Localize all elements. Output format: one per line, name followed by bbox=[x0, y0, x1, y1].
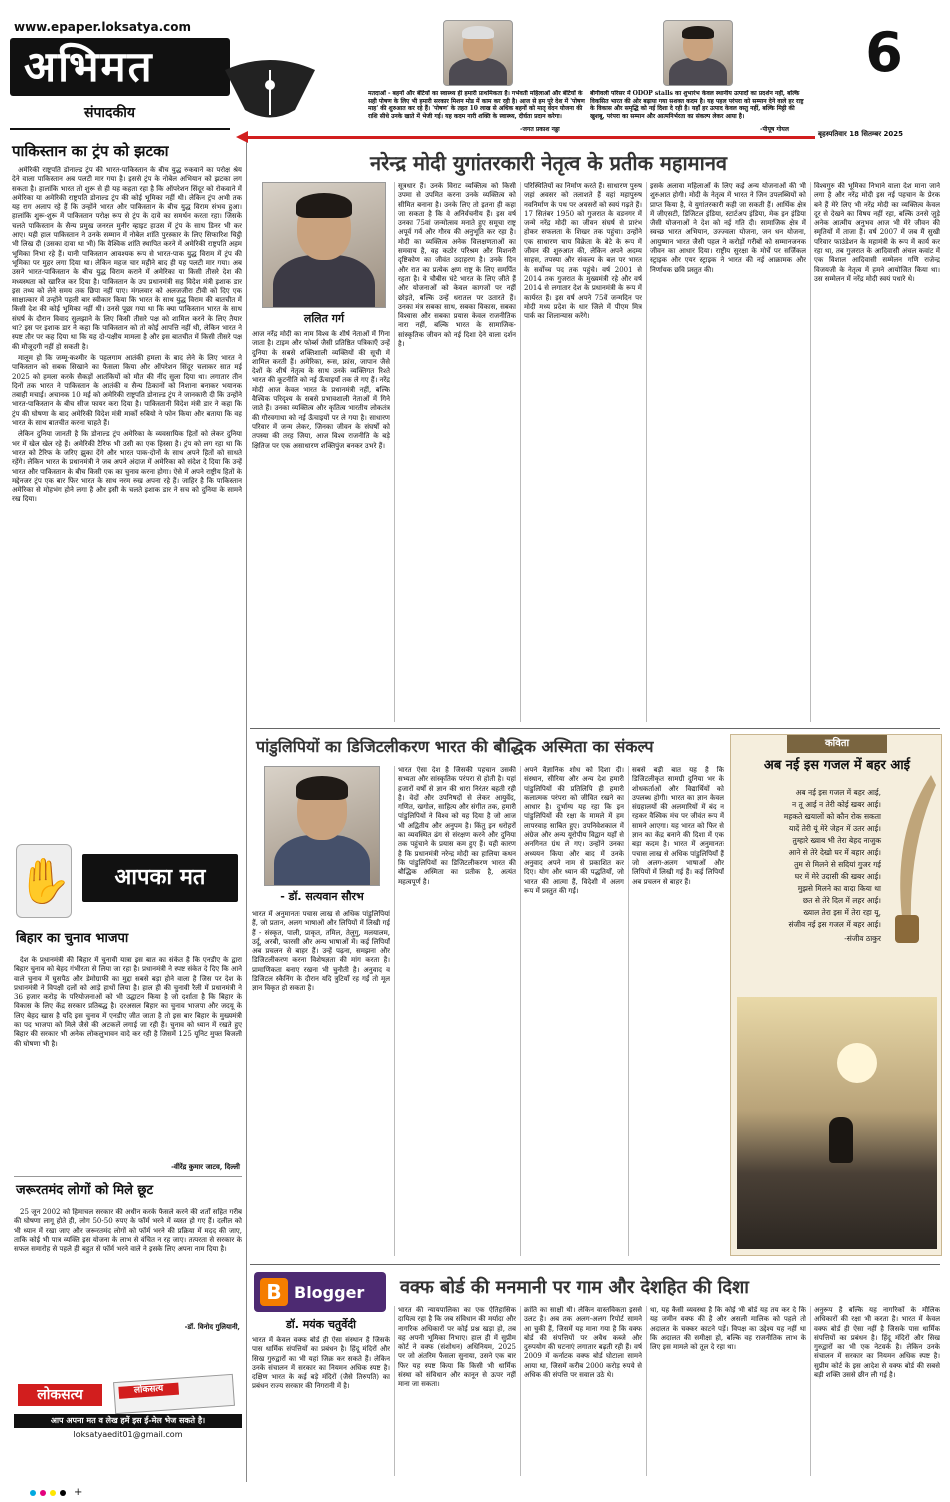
thumbs-up-icon: ✋ bbox=[16, 844, 72, 918]
article-3-col-3: था, यह कैसी व्यवस्था है कि कोई भी बोर्ड यह तय कर दे कि यह जमीन वक्फ की है और असली मालिक को पहले तो अदालत के चक्कर काटने पड़ें। विपक्ष का उद्देश्य यह नहीं था कि अदालत की समीक्षा हो, बल्कि वह राजनीतिक लाभ के लिए इस मामले को तूल दे रहा था। bbox=[650, 1306, 806, 1352]
section-subtitle: संपादकीय bbox=[84, 105, 135, 121]
leader-photo-1 bbox=[443, 20, 513, 86]
contact-email[interactable]: loksatyaedit01@gmail.com bbox=[73, 1430, 183, 1439]
author-photo-lalit-garg bbox=[262, 182, 386, 308]
letter-divider bbox=[14, 1176, 242, 1177]
column-divider bbox=[628, 766, 629, 1256]
brand-logo: लोकसत्य bbox=[18, 1384, 102, 1406]
letter-1-body: देश के प्रधानमंत्री की बिहार में चुनावी यात्रा इस बात का संकेत है कि एनडीए के द्वारा बिहार चुनाव को बेहद गंभीरता से लिया जा रहा है। प्रधानमंत्री ने स्पष्ट संकेत दे दिए कि आने वाले चुनाव में घुसपैठ और डेमोग्राफी का मुद्दा सबसे बड़ा होने वाला है जिस पर देश के प्रधानमंत्री ने विपक्षी दलों को आड़े हाथों लिया है। हाल ही की चुनावी रैली में प्रधानमंत्री ने 36 हजार करोड़ के परियोजनाओं को भी उद्घाटन किया है जो दर्शाता है कि बिहार के विकास के लिए केंद्र सरकार प्रतिबद्ध है। दरअसल बिहार का चुनाव भाजपा और जदयू के लिए बेहद खास है यदि इस चुनाव में एनडीए जीत जाता है तो इस बार बिहार के मुख्यमंत्री का पद भाजपा को मिले जैसे की अटकलें लगाई जा रही हैं। चुनाव को ध्यान में रखते हुए बिहार की सरकार भी अनेक लोकलुभावन वादे कर रही है जिसमें 125 यूनिट मुफ्त बिजली की घोषणा भी है। bbox=[14, 956, 242, 1048]
editorial-paragraph: मालूम हो कि जम्मू-कश्मीर के पहलगाम आतंकी हमला के बाद लेने के लिए भारत ने पाकिस्तान को सबक सिखाने का फैसला किया और ऑपरेशन सिंदूर चलाकर सात मई 2025 को हमला करके सैकड़ों आतंकियों को मौत की नींद सुला दिया था। लगातार तीन दिनों तक भारत ने पाकिस्तान के आतंकी व सैन्य ठिकानों को निशाना बनाकर भयानक तबाही मचाई। अचानक 10 मई को अमेरिकी राष्ट्रपति डोनाल्ड ट्रंप ने जानकारी दी कि उन्होंने भारत-पाकिस्तान के बीच सीज फायर करा दिया है। पाकिस्तानी विदेश मंत्री डार ने कहा कि ट्रंप की घोषणा के बाद अमेरिकी विदेश मंत्री मार्को रुबियो ने फोन किया और बताया कि वह भारत के साथ बातचीत करना चाहते हैं। bbox=[12, 353, 242, 428]
article-1-title: नरेन्द्र मोदी युगांतरकारी नेतृत्व के प्रतीक महामानव bbox=[370, 151, 728, 175]
blogger-label: Blogger bbox=[294, 1283, 365, 1302]
plus-icon: + bbox=[74, 1487, 83, 1499]
masthead bbox=[0, 0, 950, 150]
article-3-col-2: क्रांति का साक्षी थी। लेकिन वास्तविकता इससे उलट है। अब तक अलग-अलग रिपोर्ट सामने आ चुकी हैं, जिसमें यह माना गया है कि वक्फ बोर्ड की संपत्तियों पर अवैध कब्जे और दुरुपयोग की घटनाएं लगातार बढ़ती रही हैं। वर्ष 2009 में कर्नाटक वक्फ बोर्ड घोटाला सामने आया था, जिसमें करीब 2000 करोड़ रुपये से अधिक की संपत्ति पर सवाल उठे थे। bbox=[524, 1306, 642, 1380]
poem-line: आने से तेरे देखो घर में बहार आई। bbox=[788, 848, 881, 857]
letter-2-author: -डॉ. विनोद गुलियानी, bbox=[184, 1322, 240, 1331]
article-2-col-3: सबसे बड़ी बात यह है कि डिजिटलीकृत सामग्री दुनिया भर के शोधकर्ताओं और विद्यार्थियों को उपलब्ध होगी। भारत का ज्ञान केवल संग्रहालयों की अलमारियों में बंद न रहकर वैश्विक मंच पर जीवंत रूप में सामने आएगा। यह भारत को फिर से ज्ञान का केंद्र बनाने की दिशा में एक बड़ा कदम है। भारत में अनुमानतः पचास लाख से अधिक पांडुलिपियाँ हैं जो अलग-अलग भाषाओं और लिपियों में लिखी गई हैं। कई लिपियाँ अब प्रचलन से बाहर हैं। bbox=[632, 766, 724, 886]
poem-line: यादें तेरी यूं मेरे जेहन में उतर आई। bbox=[789, 824, 881, 833]
column-divider bbox=[646, 182, 647, 722]
quote-1-text: मतदाओं - बहनों और बेटियों का स्वास्थ्य ही हमारी प्राथमिकता है। गर्भवती महिलाओं और बेटियों के सही पोषण के लिए भी हमारी सरकार मिशन मोड में काम कर रही है। आज से हम पूरे देश में 'पोषण माह' की शुरुआत कर रहे हैं। 'पोषण' के तहत 10 लाख से अधिक बहनों को मातृ वंदन योजना की राशि सीधे उनके खाते में भेजी गई। यह कदम नारी शक्ति के स्वास्थ्य, दीर्घता प्रदान करेगा। bbox=[368, 90, 585, 120]
column-divider bbox=[394, 182, 395, 722]
editorial-title: पाकिस्तान का ट्रंप को झटका bbox=[12, 142, 169, 160]
author-photo-satyavan-saurabh bbox=[264, 766, 380, 886]
article-1-col-3: विश्वगुरु की भूमिका निभाने वाला देश माना जाने लगा है और नरेंद्र मोदी इस नई पहचान के प्रेरक बने हैं मेरे लिए भी नरेंद्र मोदी का व्यक्तित्व केवल दूर से देखने का विषय नहीं रहा, बल्कि उनसे जुड़े अनेक आत्मीय अनुभव आज भी मेरे जीवन की स्मृतियों में ताजा हैं। वर्ष 2007 में जब मैं सुखी परिवार फाउंडेशन के महामंत्री के रूप में कार्य कर रहा था, तब गुजरात के आदिवासी अंचल कवांट में एक विशाल आदिवासी सम्मेलन गणि राजेन्द्र विजयजी के नेतृत्व में हमने आयोजित किया था। उस सम्मेलन में नरेंद्र मोदी स्वयं पधारे थे। bbox=[814, 182, 940, 283]
cmyk-dot bbox=[50, 1490, 56, 1496]
blogger-badge bbox=[254, 1272, 386, 1312]
quote-2-author: -पीयूष गोयल bbox=[760, 126, 789, 133]
poem-title: अब नई इस गजल में बहर आई bbox=[763, 758, 911, 773]
poem-author: -संजीव ठाकुर bbox=[844, 934, 881, 943]
article-1-col-2: इसके अलावा महिलाओं के लिए कई अन्य योजनाओं की भी शुरुआत होगी। मोदी के नेतृत्व में भारत ने जिन उपलब्धियों को प्राप्त किया है, वे युगांतरकारी कही जा सकती हैं। आर्थिक क्षेत्र में जीएसटी, डिजिटल इंडिया, स्टार्टअप इंडिया, मेक इन इंडिया जैसी योजनाओं ने देश को नई गति दी। सामाजिक क्षेत्र में स्वच्छ भारत अभियान, उज्ज्वला योजना, जन धन योजना, आयुष्मान भारत जैसी पहल ने करोड़ों गरीबों को सम्मानजनक जीवन का आधार दिया। राष्ट्रीय सुरक्षा के मोर्चे पर सर्जिकल स्ट्राइक और एयर स्ट्राइक ने भारत की नई आक्रामक और निर्णायक छवि प्रस्तुत की। bbox=[650, 182, 806, 274]
person-silhouette-icon bbox=[829, 1117, 853, 1163]
pen-nib-icon bbox=[215, 30, 325, 140]
poem-illustration bbox=[737, 997, 937, 1249]
section-divider bbox=[250, 728, 940, 729]
article-1-col-1: परिस्थितियों का निर्माण करते हैं। साधारण पुरुष जहां अवसर को तलाशते हैं वहां महापुरुष नवनिर्माण के पथ पर अवसरों को स्वयं गढ़ते हैं। 17 सितंबर 1950 को गुजरात के वडनगर में जन्मे नरेंद्र मोदी का जीवन संघर्ष से प्रारंभ होकर सफलता के शिखर तक पहुंचा। उन्होंने एक साधारण चाय विक्रेता के बेटे के रूप में जीवन की शुरुआत की, लेकिन अपने अदम्य साहस, तपस्या और संकल्प के बल पर भारत के सर्वोच्च पद तक पहुंचे। वर्ष 2001 से 2014 तक गुजरात के मुख्यमंत्री रहे और वर्ष 2014 से लगातार देश के प्रधानमंत्री के रूप में कार्यरत हैं। इस वर्ष अपने 75वें जन्मदिन पर मोदी मध्य प्रदेश के धार जिले में पीएम मित्र पार्क का शिलान्यास करेंगे। bbox=[524, 182, 642, 321]
masthead-divider bbox=[10, 128, 230, 130]
column-divider bbox=[810, 1306, 811, 1476]
submission-cta: आप अपना मत व लेख हमें इस ई-मेल भेज सकते है। bbox=[14, 1414, 242, 1428]
poem-box bbox=[730, 734, 942, 1256]
column-divider bbox=[646, 1306, 647, 1476]
article-1-author: ललित गर्ग bbox=[303, 312, 345, 325]
opinion-logo bbox=[12, 840, 242, 922]
column-divider bbox=[810, 182, 811, 722]
article-2-col-2: अपने वैज्ञानिक शोध को दिशा दी। संस्थान, सीरिया और अन्य देश हमारी पांडुलिपियों की प्रतिलिपि ही हमारी कलात्मक परंपरा को जीवित रखने का आधार है। दुर्भाग्य यह रहा कि इन पांडुलिपियों की रक्षा के मामले में हम लापरवाह साबित हुए। उपनिवेशकाल में अंग्रेज और अन्य यूरोपीय विद्वान यहाँ से अनगिनत ग्रंथ ले गए। उन्होंने उनका अध्ययन किया और बाद में उनके अनुवाद अपने नाम से प्रकाशित कर दिए। योग और ध्यान की पद्धतियाँ, जो भारत की आत्मा हैं, विदेशी में अलग रूप में प्रस्तुत की गईं। bbox=[524, 766, 624, 895]
letter-2-title: जरूरतमंद लोगों को मिले छूट bbox=[16, 1183, 154, 1198]
editorial-body bbox=[12, 166, 242, 824]
letter-1-title: बिहार का चुनाव भाजपा bbox=[16, 931, 129, 946]
quote-2-text: बीगीवली परिसर में ODOP stalls का शुभारंभ केवल स्थानीय उत्पादों का प्रदर्शन नहीं, बल्कि विकसित भारत की ओर बढ़ाया गया सशक्त कदम है। यह पहल परंपरा को सम्मान देने वाले हर राष्ट्र के विकास और समृद्धि को नई दिशा दे रही है। यहाँ हर उत्पाद केवल वस्तु नहीं, बल्कि मिट्टी की खुशबू, परंपरा का सम्मान और आत्मनिर्भरता का संकल्प लेकर आया है। bbox=[590, 90, 804, 120]
column-divider bbox=[520, 182, 521, 722]
page-number: 6 bbox=[865, 21, 903, 84]
poem-line: तुम से मिलने से सदियां गुजर गई bbox=[794, 860, 881, 869]
quill-icon bbox=[881, 775, 941, 945]
poem-lines bbox=[741, 787, 881, 945]
leader-photo-2 bbox=[663, 20, 733, 86]
newspaper-icon bbox=[113, 1374, 235, 1414]
section-title: अभिमत bbox=[24, 42, 154, 91]
poem-line: मुझसे मिलने का वादा किया था bbox=[797, 884, 881, 893]
brand-box bbox=[14, 1378, 242, 1438]
blogger-b-icon: B bbox=[260, 1278, 288, 1306]
poem-label: कविता bbox=[787, 735, 887, 753]
column-divider bbox=[246, 142, 247, 1482]
poem-line: घर में मेरे उदासी की खबर आई। bbox=[794, 872, 881, 881]
article-2-author: - डॉ. सत्यवान सौरभ bbox=[280, 890, 364, 903]
column-divider bbox=[520, 766, 521, 1256]
poem-line: न तू आई न तेरी कोई खबर आई। bbox=[792, 800, 881, 809]
article-3-col-4: अनुरूप है बल्कि यह नागरिकों के मौलिक अधिकारों की रक्षा भी करता है। भारत में केवल वक्फ बोर्ड ही ऐसा नहीं है जिसके पास धार्मिक संपत्तियों का प्रबंधन है। हिंदू मंदिरों और सिख गुरुद्वारों का भी एक नेटवर्क है। लेकिन उनके संचालन में सरकार का नियमन अधिक स्पष्ट है। सुप्रीम कोर्ट के इस आदेश से वक्फ बोर्ड की सबसे बड़ी शक्ति उससे छीन ली गई है। bbox=[814, 1306, 940, 1380]
poem-line: संजीव नई इस गजल में बहर आई। bbox=[788, 920, 881, 929]
letter-2-body: 25 जून 2002 को हिमाचल सरकार की अधीन करके फैसले करने की शर्तों सहित गरीब की घोषणा लागू होते ही, लोग 50-50 रुपए के फॉर्म भरने में व्यस्त हो गए हैं। दलील को भी ध्यान में रखा जाए और जरूरतमंद लोगों को फॉर्म भरने की प्रक्रिया में मदद की जाए, ताकि कोई भी पात्र व्यक्ति इस योजना के लाभ से वंचित न रह जाए। तत्परता से सरकार के सफल समारोह से पहले ही बहुत से फॉर्म भरने वाले ने इसके लिए अपना नाम दिया है। bbox=[14, 1208, 242, 1254]
article-3-author: डॉ. मयंक चतुर्वेदी bbox=[285, 1318, 357, 1331]
article-2-col-1: भारत ऐसा देश है जिसकी पहचान उसकी सभ्यता और सांस्कृतिक परंपरा से होती है। यहां हजारों वर्षों से ज्ञान की धारा निरंतर बहती रही है। वेदों और उपनिषदों से लेकर आयुर्वेद, गणित, खगोल, साहित्य और संगीत तक, हमारी पांडुलिपियों ने विश्व को यह दिया है जो आज भी अद्वितीय और अनुपम है। किंतु इन धरोहरों का व्यवस्थित ढंग से संरक्षण करने और दुनिया तक पहुंचाने के प्रयास कम हुए हैं। यही कारण है कि प्रधानमंत्री नरेन्द्र मोदी का हालिया कथन कि पांडुलिपियों का डिजिटलीकरण भारत की बौद्धिक अस्मिता का प्रतीक है, अत्यंत महत्वपूर्ण है। bbox=[398, 766, 516, 886]
column-divider bbox=[394, 1306, 395, 1476]
column-divider bbox=[520, 1306, 521, 1476]
cmyk-dot bbox=[30, 1490, 36, 1496]
cmyk-dot bbox=[40, 1490, 46, 1496]
editorial-paragraph: लेकिन दुनिया जानती है कि डोनाल्ड ट्रंप अमेरिका के व्यवसायिक हितों को लेकर दुनिया भर में खेल खेल रहे हैं। अमेरिकी टैरिफ भी उसी का एक हिस्सा है। ट्रंप को लग रहा था कि भारत को टैरिफ के जरिए झुका देंगे और भारत पाक-दोनों के साथ अपने हितों को साधते रहेंगे। लेकिन भारत के प्रधानमंत्री ने जब अपने अंदाज में अमेरिका को संदेश दे दिया कि उन्हें भारत और पाकिस्तान के बीच किसी एक का चुनाव करना होगा। ऐसे में अपने राष्ट्रीय हितों के मद्देनजर ट्रंप एक बार फिर भारत के साथ नरम रुख अपना रहे हैं। जाहिर है कि पाकिस्तान अमेरिका से मोहभंग होने लगा है और इसी के चलते इशाक डार ने सच को दुनिया के सामने रख दिया। bbox=[12, 430, 242, 504]
article-2-col-0: भारत में अनुमानतः पचास लाख से अधिक पांडुलिपियां हैं, जो प्रतान, अलग भाषाओं और लिपियों में लिखी गई हैं - संस्कृत, पाली, प्राकृत, तमिल, तेलुगु, मलयालम, उर्दू, अरबी, फारसी और अन्य भाषाओं में। कई लिपियाँ अब प्रचलन से बाहर हैं। उन्हें पढ़ना, समझना और डिजिटलीकरण करना विशेषज्ञता की मांग करता है। प्रामाणिकता बनाए रखना भी चुनौती है। अनुवाद व डिजिटल स्कैनिंग के दौरान यदि त्रुटियाँ रह गईं तो मूल ज्ञान विकृत हो सकता है। bbox=[252, 910, 390, 993]
site-url[interactable]: www.epaper.loksatya.com bbox=[14, 20, 192, 34]
poem-line: तुम्हारे ख्वाब भी तेरा बेहद नाजुक bbox=[792, 836, 881, 845]
column-divider bbox=[394, 766, 395, 1256]
article-3-col-1: भारत की न्यायपालिका का एक ऐतिहासिक दायित्व रहा है कि जब संविधान की मर्यादा और नागरिक अधिकारों पर कोई प्रश्न खड़ा हो, तब वह अपनी भूमिका निभाए। हाल ही में सुप्रीम कोर्ट ने वक्फ (संशोधन) अधिनियम, 2025 पर जो अंतरिम फैसला सुनाया, उसने एक बार फिर यह स्पष्ट किया कि किसी भी धार्मिक संस्था को संविधान और कानून से ऊपर नहीं माना जा सकता। bbox=[398, 1306, 516, 1389]
poem-line: छत से तेरे दिल में लहर आई। bbox=[802, 896, 881, 905]
article-2-title: पांडुलिपियों का डिजिटलीकरण भारत की बौद्धिक अस्मिता का संकल्प bbox=[256, 737, 654, 756]
editorial-paragraph: अमेरिकी राष्ट्रपति डोनाल्ड ट्रंप की भारत-पाकिस्तान के बीच युद्ध रुकवाने का परोक्ष श्रेय देने वाला पाकिस्तान अब पलटी मार गया है। इससे ट्रंप के नोबेल अभियान को झटका लग सकता है। हालांकि भारत तो शुरू से ही यह कहता रहा है कि ऑपरेशन सिंदूर को रोकवाने में अमेरिका या अमेरिकी राष्ट्रपति डोनाल्ड ट्रंप की कोई भूमिका नहीं थी। लेकिन ट्रंप अभी तक यह राग अलाप रहे हैं कि उन्होंने भारत और पाकिस्तान के बीच युद्ध विराम संभव हुआ। हालांकि शुरू-शुरू में पाकिस्तान परोक्ष रूप से ट्रंप के दावे का समर्थन करता रहा। जिसके चलते पाकिस्तान के सैन्य प्रमुख जनरल मुनीर व्हाइट हाउस में ट्रंप के साथ डिनर भी कर आए। यही हाल पाकिस्तान ने उनके सम्मान में नोबेल शांति पुरस्कार के लिए सिफारिश चिट्ठी भी लिख दी (उसका दावा था भी) कि वैश्विक शांति स्थापित करने में अमेरिकी राष्ट्रपति अहम भूमिका निभा रहे हैं। यानी पाकिस्तान आवश्यक रूप से भारत-पाक युद्ध विराम में ट्रंप की भूमिका पर मुहर लगा दिया था। लेकिन महज चार महीने बाद ही यह पलटी मार गया। अब उसने भारत-पाकिस्तान के बीच युद्ध विराम कराने में अमेरिका या किसी तीसरे देश की मध्यस्थता को खारिज कर दिया है। पाकिस्तान के उप प्रधानमंत्री सह विदेश मंत्री इशाक डार इस तथ्य को लेने समय तक छिपा नहीं पाए। मंगलवार को अलजजीरा टीवी को दिए एक साक्षात्कार में उन्होंने पहली बार स्वीकार किया कि भारत के साथ युद्ध विराम की बातचीत में किसी देश की कोई भूमिका नहीं थी। उनसे पूछा गया था कि क्या पाकिस्तान भारत के साथ संघर्ष के दौरान विवाद सुलझाने के लिए किसी तीसरे पक्ष को शामिल करने के लिए तैयार था? इस पर इशाक डार ने कहा कि पाकिस्तान को तो कोई आपत्ति नहीं थी, लेकिन भारत ने स्पष्ट तौर पर कह दिया था कि यह दो-पक्षीय मामला है और इस बातचीत में किसी तीसरे पक्ष की मौजूदगी नहीं हो सकती है। bbox=[12, 166, 242, 351]
article-3-col-0: भारत में केवल वक्फ बोर्ड ही ऐसा संस्थान है जिसके पास धार्मिक संपत्तियों का प्रबंधन है। हिंदू मंदिरों और सिख गुरुद्वारों का भी यहां जिक्र कर सकते हैं। लेकिन उनके संचालन में सरकार का नियमन अधिक स्पष्ट है। दक्षिण भारत के कई बड़े मंदिरों (जैसे तिरुपति) का प्रबंधन राज्य सरकार की निगरानी में है। bbox=[252, 1336, 390, 1391]
cmyk-dot bbox=[60, 1490, 66, 1496]
issue-date: बृहस्पतिवार 18 सितम्बर 2025 bbox=[818, 130, 903, 138]
opinion-label: आपका मत bbox=[82, 854, 238, 902]
article-1-col-0b: सूत्रधार हैं। उनके विराट व्यक्तित्व को किसी उपमा से उपमित करना उनके व्यक्तित्व को सीमित बनाना है। उनके लिए तो इतना ही कहा जा सकता है कि वे अनिर्वचनीय हैं। इस वर्ष उनका 75वां जन्मोत्सव मनाते हुए समूचा राष्ट्र अपूर्व गर्व और गौरव की अनुभूति कर रहा है। मोदी का व्यक्तित्व अनेक विलक्षणताओं का समवाय है, वह कठोर परिश्रम और मिशनरी दृष्टिकोण का जीवंत उदाहरण है। उनके दिन और रात का प्रत्येक क्षण राष्ट्र के लिए समर्पित रहता है। वे चौबीस घंटे भारत के लिए जीते हैं और योजनाओं को केवल कागजों पर नहीं छोड़ते, बल्कि उन्हें धरातल पर उतारते हैं। उनका मंत्र सबका साथ, सबका विकास, सबका विश्वास और सबका प्रयास केवल राजनीतिक नारा नहीं, बल्कि भारत के सामाजिक-सांस्कृतिक जीवन को नई दिशा देने वाला दर्शन है। bbox=[398, 182, 516, 349]
letter-1-author: -वीरेंद्र कुमार जाटव, दिल्ली bbox=[171, 1162, 240, 1171]
poem-line: महकते खयालों को कौन रोक सकता bbox=[783, 812, 881, 821]
brand-small-logo: लोकसत्य bbox=[118, 1383, 179, 1399]
sun-icon bbox=[837, 1043, 877, 1083]
arrow-rule bbox=[240, 136, 815, 139]
poem-line: अब नई इस गजल में बहर आई, bbox=[795, 788, 881, 797]
article-1-col-0: आज नरेंद्र मोदी का नाम विश्व के शीर्ष नेताओं में गिना जाता है। टाइम और फोर्ब्स जैसी प्रतिष्ठित पत्रिकाएँ उन्हें दुनिया के सबसे शक्तिशाली व्यक्तियों की सूची में शामिल करती हैं। अमेरिका, रूस, फ्रांस, जापान जैसे देशों के शीर्ष नेतृत्व के साथ उनके व्यक्तिगत रिश्ते भारत की कूटनीति को नई ऊँचाइयाँ तक ले गए हैं। नरेंद्र मोदी आज केवल भारत के प्रधानमंत्री नहीं, बल्कि वैश्विक परिदृश्य के सबसे प्रभावशाली नेताओं में गिने जाते हैं। उनका व्यक्तित्व और कृतित्व भारतीय लोकतंत्र की गौरवगाथा को नई ऊँचाइयों पर ले गया है। साधारण परिवार में जन्म लेकर, जिनका जीवन के संघर्षों को तपस्या की तरह जिया, आज विश्व राजनीति के बड़े क्षितिज पर एक असाधारण शक्तिपुंज बनकर उभरे हैं। bbox=[252, 330, 390, 450]
section-title-box bbox=[10, 38, 230, 96]
article-3-title: वक्फ बोर्ड की मनमानी पर गाम और देशहित की दिशा bbox=[400, 1277, 749, 1298]
poem-line: ख्याल तेरा इस में तेरा रहा यू, bbox=[803, 908, 881, 917]
quote-1-author: -जगत प्रकाश नड्डा bbox=[520, 126, 560, 133]
section-divider bbox=[250, 1264, 940, 1265]
registration-strip bbox=[0, 1484, 950, 1502]
